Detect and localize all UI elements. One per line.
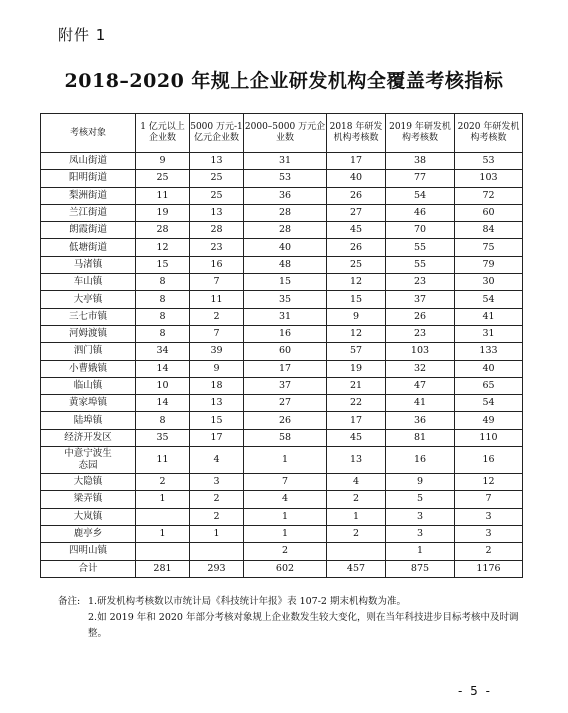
table-row	[41, 395, 523, 412]
value-cell: 19	[327, 360, 386, 377]
value-cell: 17	[327, 153, 386, 170]
value-cell: 47	[386, 377, 455, 394]
value-cell: 30	[455, 274, 523, 291]
value-cell: 103	[455, 170, 523, 187]
row-label-cell: 阳明街道	[41, 170, 136, 187]
value-cell: 2	[190, 508, 244, 525]
value-cell: 13	[190, 395, 244, 412]
value-cell: 1	[136, 525, 190, 542]
value-cell: 133	[455, 343, 523, 360]
value-cell: 19	[136, 204, 190, 221]
row-label-cell: 陆埠镇	[41, 412, 136, 429]
value-cell: 16	[190, 256, 244, 273]
value-cell: 25	[190, 170, 244, 187]
value-cell: 25	[327, 256, 386, 273]
column-header: 1 亿元以上企业数	[136, 114, 190, 153]
value-cell: 9	[386, 474, 455, 491]
value-cell	[190, 543, 244, 560]
value-cell: 110	[455, 429, 523, 446]
value-cell: 4	[327, 474, 386, 491]
notes	[58, 594, 528, 642]
value-cell: 45	[327, 222, 386, 239]
value-cell: 37	[244, 377, 327, 394]
table-row	[41, 525, 523, 542]
value-cell: 23	[386, 325, 455, 342]
value-cell: 28	[244, 222, 327, 239]
table-row	[41, 187, 523, 204]
table-header-row	[41, 114, 523, 153]
value-cell: 48	[244, 256, 327, 273]
table-row	[41, 447, 523, 474]
value-cell: 9	[190, 360, 244, 377]
value-cell: 2	[327, 525, 386, 542]
value-cell: 2	[455, 543, 523, 560]
row-label-cell: 合计	[41, 560, 136, 577]
value-cell: 84	[455, 222, 523, 239]
value-cell: 40	[244, 239, 327, 256]
value-cell: 17	[327, 412, 386, 429]
table-row	[41, 491, 523, 508]
value-cell: 26	[244, 412, 327, 429]
table-row	[41, 474, 523, 491]
value-cell: 31	[244, 153, 327, 170]
value-cell: 1	[190, 525, 244, 542]
value-cell: 55	[386, 239, 455, 256]
value-cell: 2	[136, 474, 190, 491]
value-cell: 15	[190, 412, 244, 429]
value-cell: 31	[455, 325, 523, 342]
row-label-cell: 中意宁波生态园	[41, 447, 136, 474]
table-row	[41, 429, 523, 446]
row-label-cell: 朗霞街道	[41, 222, 136, 239]
value-cell: 40	[327, 170, 386, 187]
value-cell: 35	[136, 429, 190, 446]
value-cell: 875	[386, 560, 455, 577]
column-header: 2020 年研发机构考核数	[455, 114, 523, 153]
table-row	[41, 204, 523, 221]
value-cell: 26	[327, 239, 386, 256]
value-cell: 53	[244, 170, 327, 187]
value-cell: 4	[244, 491, 327, 508]
value-cell: 65	[455, 377, 523, 394]
row-label-cell: 小曹娥镇	[41, 360, 136, 377]
value-cell: 9	[327, 308, 386, 325]
value-cell: 5	[386, 491, 455, 508]
value-cell: 602	[244, 560, 327, 577]
value-cell: 22	[327, 395, 386, 412]
value-cell: 3	[190, 474, 244, 491]
table-row	[41, 308, 523, 325]
value-cell: 16	[244, 325, 327, 342]
value-cell: 3	[455, 508, 523, 525]
page-number: - 5 -	[458, 684, 492, 698]
value-cell: 81	[386, 429, 455, 446]
value-cell: 34	[136, 343, 190, 360]
value-cell: 58	[244, 429, 327, 446]
value-cell: 7	[455, 491, 523, 508]
value-cell: 15	[136, 256, 190, 273]
row-label-cell: 经济开发区	[41, 429, 136, 446]
value-cell: 14	[136, 360, 190, 377]
value-cell: 27	[244, 395, 327, 412]
value-cell: 36	[386, 412, 455, 429]
value-cell: 23	[190, 239, 244, 256]
value-cell: 40	[455, 360, 523, 377]
value-cell: 2	[190, 491, 244, 508]
row-label-cell: 大亭镇	[41, 291, 136, 308]
value-cell: 77	[386, 170, 455, 187]
value-cell: 2	[327, 491, 386, 508]
value-cell: 32	[386, 360, 455, 377]
table-row	[41, 543, 523, 560]
value-cell: 26	[327, 187, 386, 204]
value-cell: 15	[327, 291, 386, 308]
value-cell: 11	[190, 291, 244, 308]
value-cell: 1	[327, 508, 386, 525]
column-header: 考核对象	[41, 114, 136, 153]
value-cell: 21	[327, 377, 386, 394]
value-cell: 1	[136, 491, 190, 508]
value-cell: 3	[386, 508, 455, 525]
value-cell: 8	[136, 274, 190, 291]
row-label-cell: 四明山镇	[41, 543, 136, 560]
attachment-label: 附件 1	[58, 26, 107, 44]
value-cell: 55	[386, 256, 455, 273]
note-item: 2.如 2019 年和 2020 年部分考核对象规上企业数发生较大变化，则在当年科技进步目标考核中及时调整。	[88, 612, 519, 639]
value-cell: 17	[244, 360, 327, 377]
row-label-cell: 梁弄镇	[41, 491, 136, 508]
value-cell: 27	[327, 204, 386, 221]
value-cell: 11	[136, 187, 190, 204]
value-cell: 457	[327, 560, 386, 577]
value-cell: 1176	[455, 560, 523, 577]
value-cell: 13	[190, 153, 244, 170]
value-cell: 75	[455, 239, 523, 256]
value-cell: 72	[455, 187, 523, 204]
row-label-cell: 大隐镇	[41, 474, 136, 491]
row-label-cell: 泗门镇	[41, 343, 136, 360]
value-cell: 15	[244, 274, 327, 291]
value-cell: 293	[190, 560, 244, 577]
row-label-cell: 临山镇	[41, 377, 136, 394]
table-row	[41, 170, 523, 187]
value-cell: 16	[455, 447, 523, 474]
notes-label: 备注:	[58, 596, 81, 607]
table-row	[41, 360, 523, 377]
value-cell: 18	[190, 377, 244, 394]
table-row	[41, 153, 523, 170]
table-body	[41, 153, 523, 578]
row-label-cell: 凤山街道	[41, 153, 136, 170]
value-cell: 28	[244, 204, 327, 221]
note-item: 1.研发机构考核数以市统计局《科技统计年报》表 107-2 期末机构数为准。	[88, 596, 406, 607]
value-cell: 8	[136, 291, 190, 308]
row-label-cell: 河姆渡镇	[41, 325, 136, 342]
value-cell: 25	[136, 170, 190, 187]
indicator-table	[40, 113, 523, 578]
value-cell: 12	[455, 474, 523, 491]
table-row	[41, 343, 523, 360]
value-cell: 1	[244, 508, 327, 525]
table-row	[41, 256, 523, 273]
value-cell: 46	[386, 204, 455, 221]
row-label-cell: 黄家埠镇	[41, 395, 136, 412]
value-cell: 60	[455, 204, 523, 221]
value-cell: 4	[190, 447, 244, 474]
value-cell: 41	[386, 395, 455, 412]
value-cell	[136, 543, 190, 560]
table-row	[41, 274, 523, 291]
value-cell: 54	[386, 187, 455, 204]
value-cell: 26	[386, 308, 455, 325]
value-cell: 7	[244, 474, 327, 491]
value-cell: 70	[386, 222, 455, 239]
value-cell: 23	[386, 274, 455, 291]
value-cell: 79	[455, 256, 523, 273]
value-cell: 28	[190, 222, 244, 239]
table-row	[41, 412, 523, 429]
value-cell: 8	[136, 308, 190, 325]
table-row	[41, 508, 523, 525]
value-cell: 1	[386, 543, 455, 560]
row-label-cell: 梨洲街道	[41, 187, 136, 204]
value-cell: 60	[244, 343, 327, 360]
value-cell: 10	[136, 377, 190, 394]
value-cell: 13	[190, 204, 244, 221]
table-row	[41, 560, 523, 577]
value-cell: 3	[455, 525, 523, 542]
value-cell	[136, 508, 190, 525]
value-cell: 54	[455, 291, 523, 308]
row-label-cell: 马渚镇	[41, 256, 136, 273]
value-cell: 25	[190, 187, 244, 204]
value-cell: 3	[386, 525, 455, 542]
value-cell: 103	[386, 343, 455, 360]
value-cell: 17	[190, 429, 244, 446]
page-title: 2018–2020 年规上企业研发机构全覆盖考核指标	[64, 70, 504, 92]
value-cell: 8	[136, 325, 190, 342]
row-label-cell: 兰江街道	[41, 204, 136, 221]
row-label-cell: 低塘街道	[41, 239, 136, 256]
value-cell: 31	[244, 308, 327, 325]
value-cell: 2	[244, 543, 327, 560]
value-cell: 8	[136, 412, 190, 429]
value-cell: 7	[190, 325, 244, 342]
value-cell: 281	[136, 560, 190, 577]
value-cell: 36	[244, 187, 327, 204]
value-cell: 54	[455, 395, 523, 412]
value-cell	[327, 543, 386, 560]
column-header: 5000 万元-1 亿元企业数	[190, 114, 244, 153]
column-header: 2019 年研发机构考核数	[386, 114, 455, 153]
table-row	[41, 222, 523, 239]
table-row	[41, 325, 523, 342]
value-cell: 35	[244, 291, 327, 308]
value-cell: 12	[327, 325, 386, 342]
value-cell: 39	[190, 343, 244, 360]
value-cell: 13	[327, 447, 386, 474]
value-cell: 11	[136, 447, 190, 474]
column-header: 2000–5000 万元企业数	[244, 114, 327, 153]
value-cell: 9	[136, 153, 190, 170]
row-label-cell: 三七市镇	[41, 308, 136, 325]
value-cell: 41	[455, 308, 523, 325]
value-cell: 28	[136, 222, 190, 239]
value-cell: 38	[386, 153, 455, 170]
row-label-cell: 车山镇	[41, 274, 136, 291]
table-row	[41, 239, 523, 256]
value-cell: 1	[244, 525, 327, 542]
value-cell: 1	[244, 447, 327, 474]
value-cell: 7	[190, 274, 244, 291]
value-cell: 53	[455, 153, 523, 170]
row-label-cell: 鹿亭乡	[41, 525, 136, 542]
row-label-cell: 大岚镇	[41, 508, 136, 525]
value-cell: 12	[136, 239, 190, 256]
table-row	[41, 291, 523, 308]
value-cell: 14	[136, 395, 190, 412]
value-cell: 45	[327, 429, 386, 446]
value-cell: 16	[386, 447, 455, 474]
value-cell: 49	[455, 412, 523, 429]
value-cell: 2	[190, 308, 244, 325]
column-header: 2018 年研发机构考核数	[327, 114, 386, 153]
table-row	[41, 377, 523, 394]
value-cell: 12	[327, 274, 386, 291]
value-cell: 57	[327, 343, 386, 360]
value-cell: 37	[386, 291, 455, 308]
